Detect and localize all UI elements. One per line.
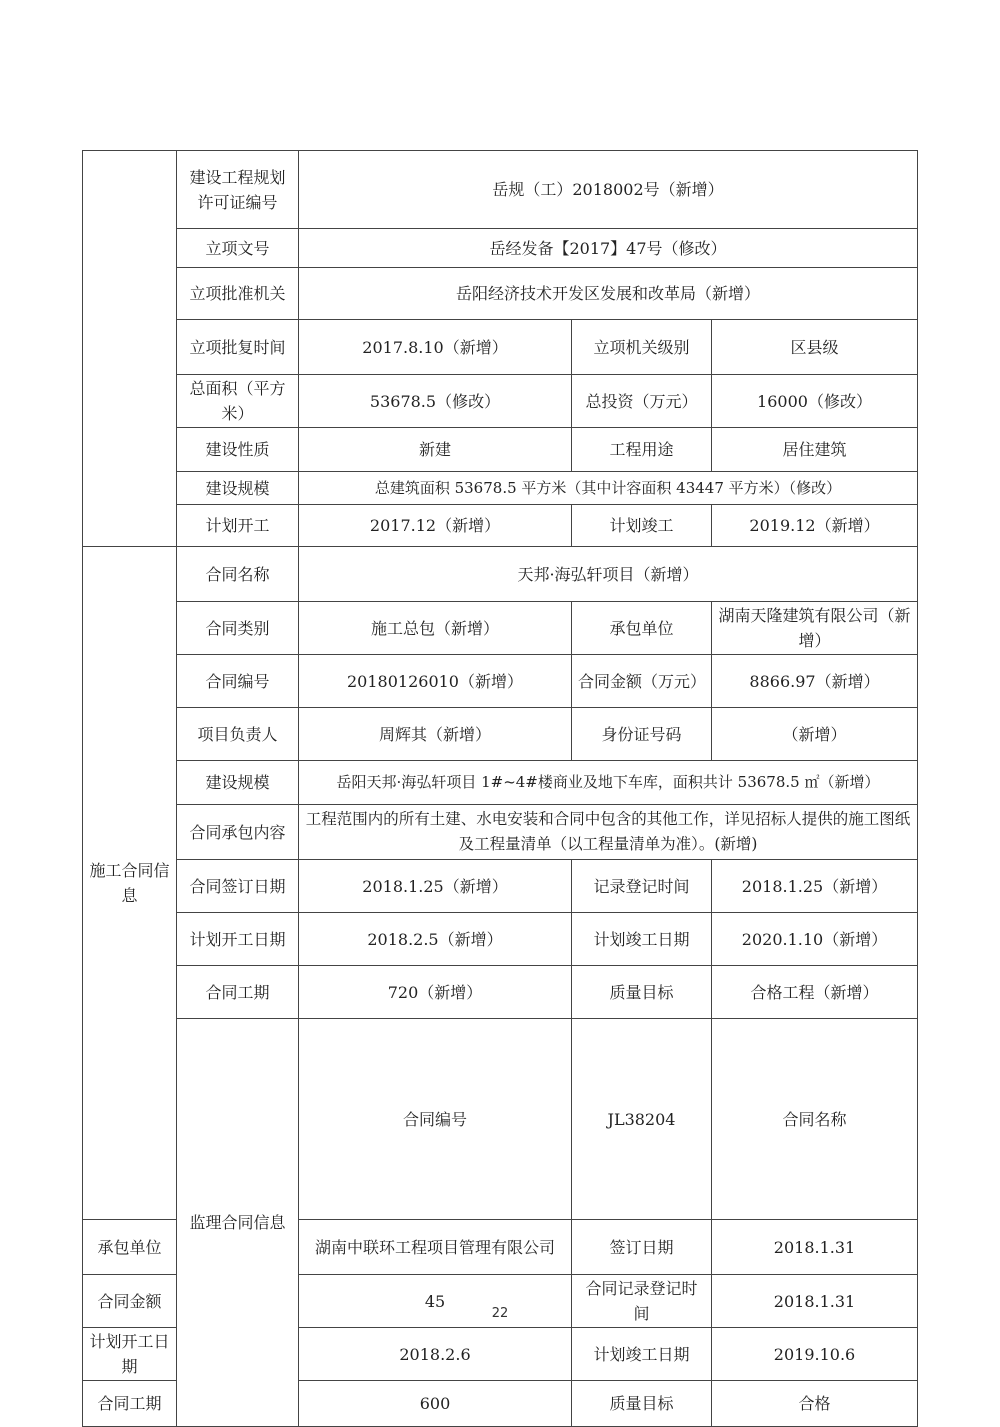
label-sup-duration: 合同工期 bbox=[83, 1381, 177, 1427]
value-contract-amount: 8866.97（新增） bbox=[712, 655, 918, 708]
label-contract-duration: 合同工期 bbox=[177, 966, 299, 1019]
value-sup-amount: 45 bbox=[299, 1275, 572, 1328]
value-usage: 居住建筑 bbox=[712, 428, 918, 472]
label-id-number: 身份证号码 bbox=[572, 708, 712, 761]
label-sup-record-time: 合同记录登记时间 bbox=[572, 1275, 712, 1328]
value-sup-contractor: 湖南中联环工程项目管理有限公司 bbox=[299, 1220, 572, 1275]
label-contractor: 承包单位 bbox=[572, 602, 712, 655]
page-number: 22 bbox=[491, 1306, 509, 1321]
value-sup-sign-date: 2018.1.31 bbox=[712, 1220, 918, 1275]
section-label-supervision: 监理合同信息 bbox=[177, 1019, 299, 1427]
value-approval-authority: 岳阳经济技术开发区发展和改革局（新增） bbox=[299, 268, 918, 320]
label-sup-contractor: 承包单位 bbox=[83, 1220, 177, 1275]
label-permit: 建设工程规划许可证编号 bbox=[177, 151, 299, 229]
label-plan-end-date: 计划竣工日期 bbox=[572, 913, 712, 966]
label-record-time: 记录登记时间 bbox=[572, 860, 712, 913]
label-sup-plan-end: 计划竣工日期 bbox=[572, 1328, 712, 1381]
value-authority-level: 区县级 bbox=[712, 320, 918, 375]
label-usage: 工程用途 bbox=[572, 428, 712, 472]
table-row bbox=[83, 708, 918, 761]
table-row bbox=[83, 320, 918, 375]
value-plan-start-date: 2018.2.5（新增） bbox=[299, 913, 572, 966]
label-contract-name: 合同名称 bbox=[177, 547, 299, 602]
value-plan-end: 2019.12（新增） bbox=[712, 505, 918, 547]
value-sup-plan-start: 2018.2.6 bbox=[299, 1328, 572, 1381]
value-id-number: （新增） bbox=[712, 708, 918, 761]
label-sup-name: 合同名称 bbox=[712, 1019, 918, 1220]
project-info-table bbox=[82, 150, 918, 1427]
label-total-area: 总面积（平方米） bbox=[177, 375, 299, 428]
value-contract-duration: 720（新增） bbox=[299, 966, 572, 1019]
value-contract-type: 施工总包（新增） bbox=[299, 602, 572, 655]
table-row bbox=[83, 472, 918, 505]
label-plan-end: 计划竣工 bbox=[572, 505, 712, 547]
table-row bbox=[83, 1019, 918, 1220]
table-row bbox=[83, 229, 918, 268]
label-sup-quality: 质量目标 bbox=[572, 1381, 712, 1427]
table-row bbox=[83, 655, 918, 708]
value-nature: 新建 bbox=[299, 428, 572, 472]
value-plan-end-date: 2020.1.10（新增） bbox=[712, 913, 918, 966]
value-quality-target: 合格工程（新增） bbox=[712, 966, 918, 1019]
label-total-invest: 总投资（万元） bbox=[572, 375, 712, 428]
value-build-scale: 岳阳天邦·海弘轩项目 1#~4#楼商业及地下车库，面积共计 53678.5 ㎡（新增） bbox=[299, 761, 918, 805]
table-row bbox=[83, 151, 918, 229]
table-row bbox=[83, 966, 918, 1019]
label-approval-doc: 立项文号 bbox=[177, 229, 299, 268]
label-build-scale: 建设规模 bbox=[177, 761, 299, 805]
value-approval-doc: 岳经发备【2017】47号（修改） bbox=[299, 229, 918, 268]
label-contract-content: 合同承包内容 bbox=[177, 805, 299, 860]
table-row bbox=[83, 913, 918, 966]
value-total-area: 53678.5（修改） bbox=[299, 375, 572, 428]
table-row bbox=[83, 547, 918, 602]
value-scale: 总建筑面积 53678.5 平方米（其中计容面积 43447 平方米）（修改） bbox=[299, 472, 918, 505]
label-contract-number: 合同编号 bbox=[177, 655, 299, 708]
label-quality-target: 质量目标 bbox=[572, 966, 712, 1019]
value-contract-content: 工程范围内的所有土建、水电安装和合同中包含的其他工作，详见招标人提供的施工图纸及工程量清单（以工程量清单为准）。(新增) bbox=[299, 805, 918, 860]
label-sup-sign-date: 签订日期 bbox=[572, 1220, 712, 1275]
value-sign-date: 2018.1.25（新增） bbox=[299, 860, 572, 913]
table-row bbox=[83, 505, 918, 547]
value-project-manager: 周辉其（新增） bbox=[299, 708, 572, 761]
value-total-invest: 16000（修改） bbox=[712, 375, 918, 428]
value-contractor: 湖南天隆建筑有限公司（新增） bbox=[712, 602, 918, 655]
label-contract-type: 合同类别 bbox=[177, 602, 299, 655]
value-sup-quality: 合格 bbox=[712, 1381, 918, 1427]
value-contract-name: 天邦·海弘轩项目（新增） bbox=[299, 547, 918, 602]
section-label-construction: 施工合同信息 bbox=[83, 547, 177, 1220]
label-sign-date: 合同签订日期 bbox=[177, 860, 299, 913]
label-plan-start: 计划开工 bbox=[177, 505, 299, 547]
label-approval-authority: 立项批准机关 bbox=[177, 268, 299, 320]
table-row bbox=[83, 860, 918, 913]
table-row bbox=[83, 428, 918, 472]
value-contract-number: 20180126010（新增） bbox=[299, 655, 572, 708]
label-contract-amount: 合同金额（万元） bbox=[572, 655, 712, 708]
value-approval-time: 2017.8.10（新增） bbox=[299, 320, 572, 375]
value-record-time: 2018.1.25（新增） bbox=[712, 860, 918, 913]
label-sup-number: 合同编号 bbox=[299, 1019, 572, 1220]
table-row bbox=[83, 761, 918, 805]
label-nature: 建设性质 bbox=[177, 428, 299, 472]
section-label-blank bbox=[83, 151, 177, 547]
value-sup-record-time: 2018.1.31 bbox=[712, 1275, 918, 1328]
value-permit: 岳规（工）2018002号（新增） bbox=[299, 151, 918, 229]
table-row bbox=[83, 375, 918, 428]
label-sup-amount: 合同金额 bbox=[83, 1275, 177, 1328]
table-row bbox=[83, 805, 918, 860]
value-sup-duration: 600 bbox=[299, 1381, 572, 1427]
value-sup-number: JL38204 bbox=[572, 1019, 712, 1220]
label-authority-level: 立项机关级别 bbox=[572, 320, 712, 375]
table-row bbox=[83, 602, 918, 655]
label-scale: 建设规模 bbox=[177, 472, 299, 505]
label-sup-plan-start: 计划开工日期 bbox=[83, 1328, 177, 1381]
label-project-manager: 项目负责人 bbox=[177, 708, 299, 761]
value-plan-start: 2017.12（新增） bbox=[299, 505, 572, 547]
value-sup-plan-end: 2019.10.6 bbox=[712, 1328, 918, 1381]
label-plan-start-date: 计划开工日期 bbox=[177, 913, 299, 966]
table-row bbox=[83, 268, 918, 320]
label-approval-time: 立项批复时间 bbox=[177, 320, 299, 375]
